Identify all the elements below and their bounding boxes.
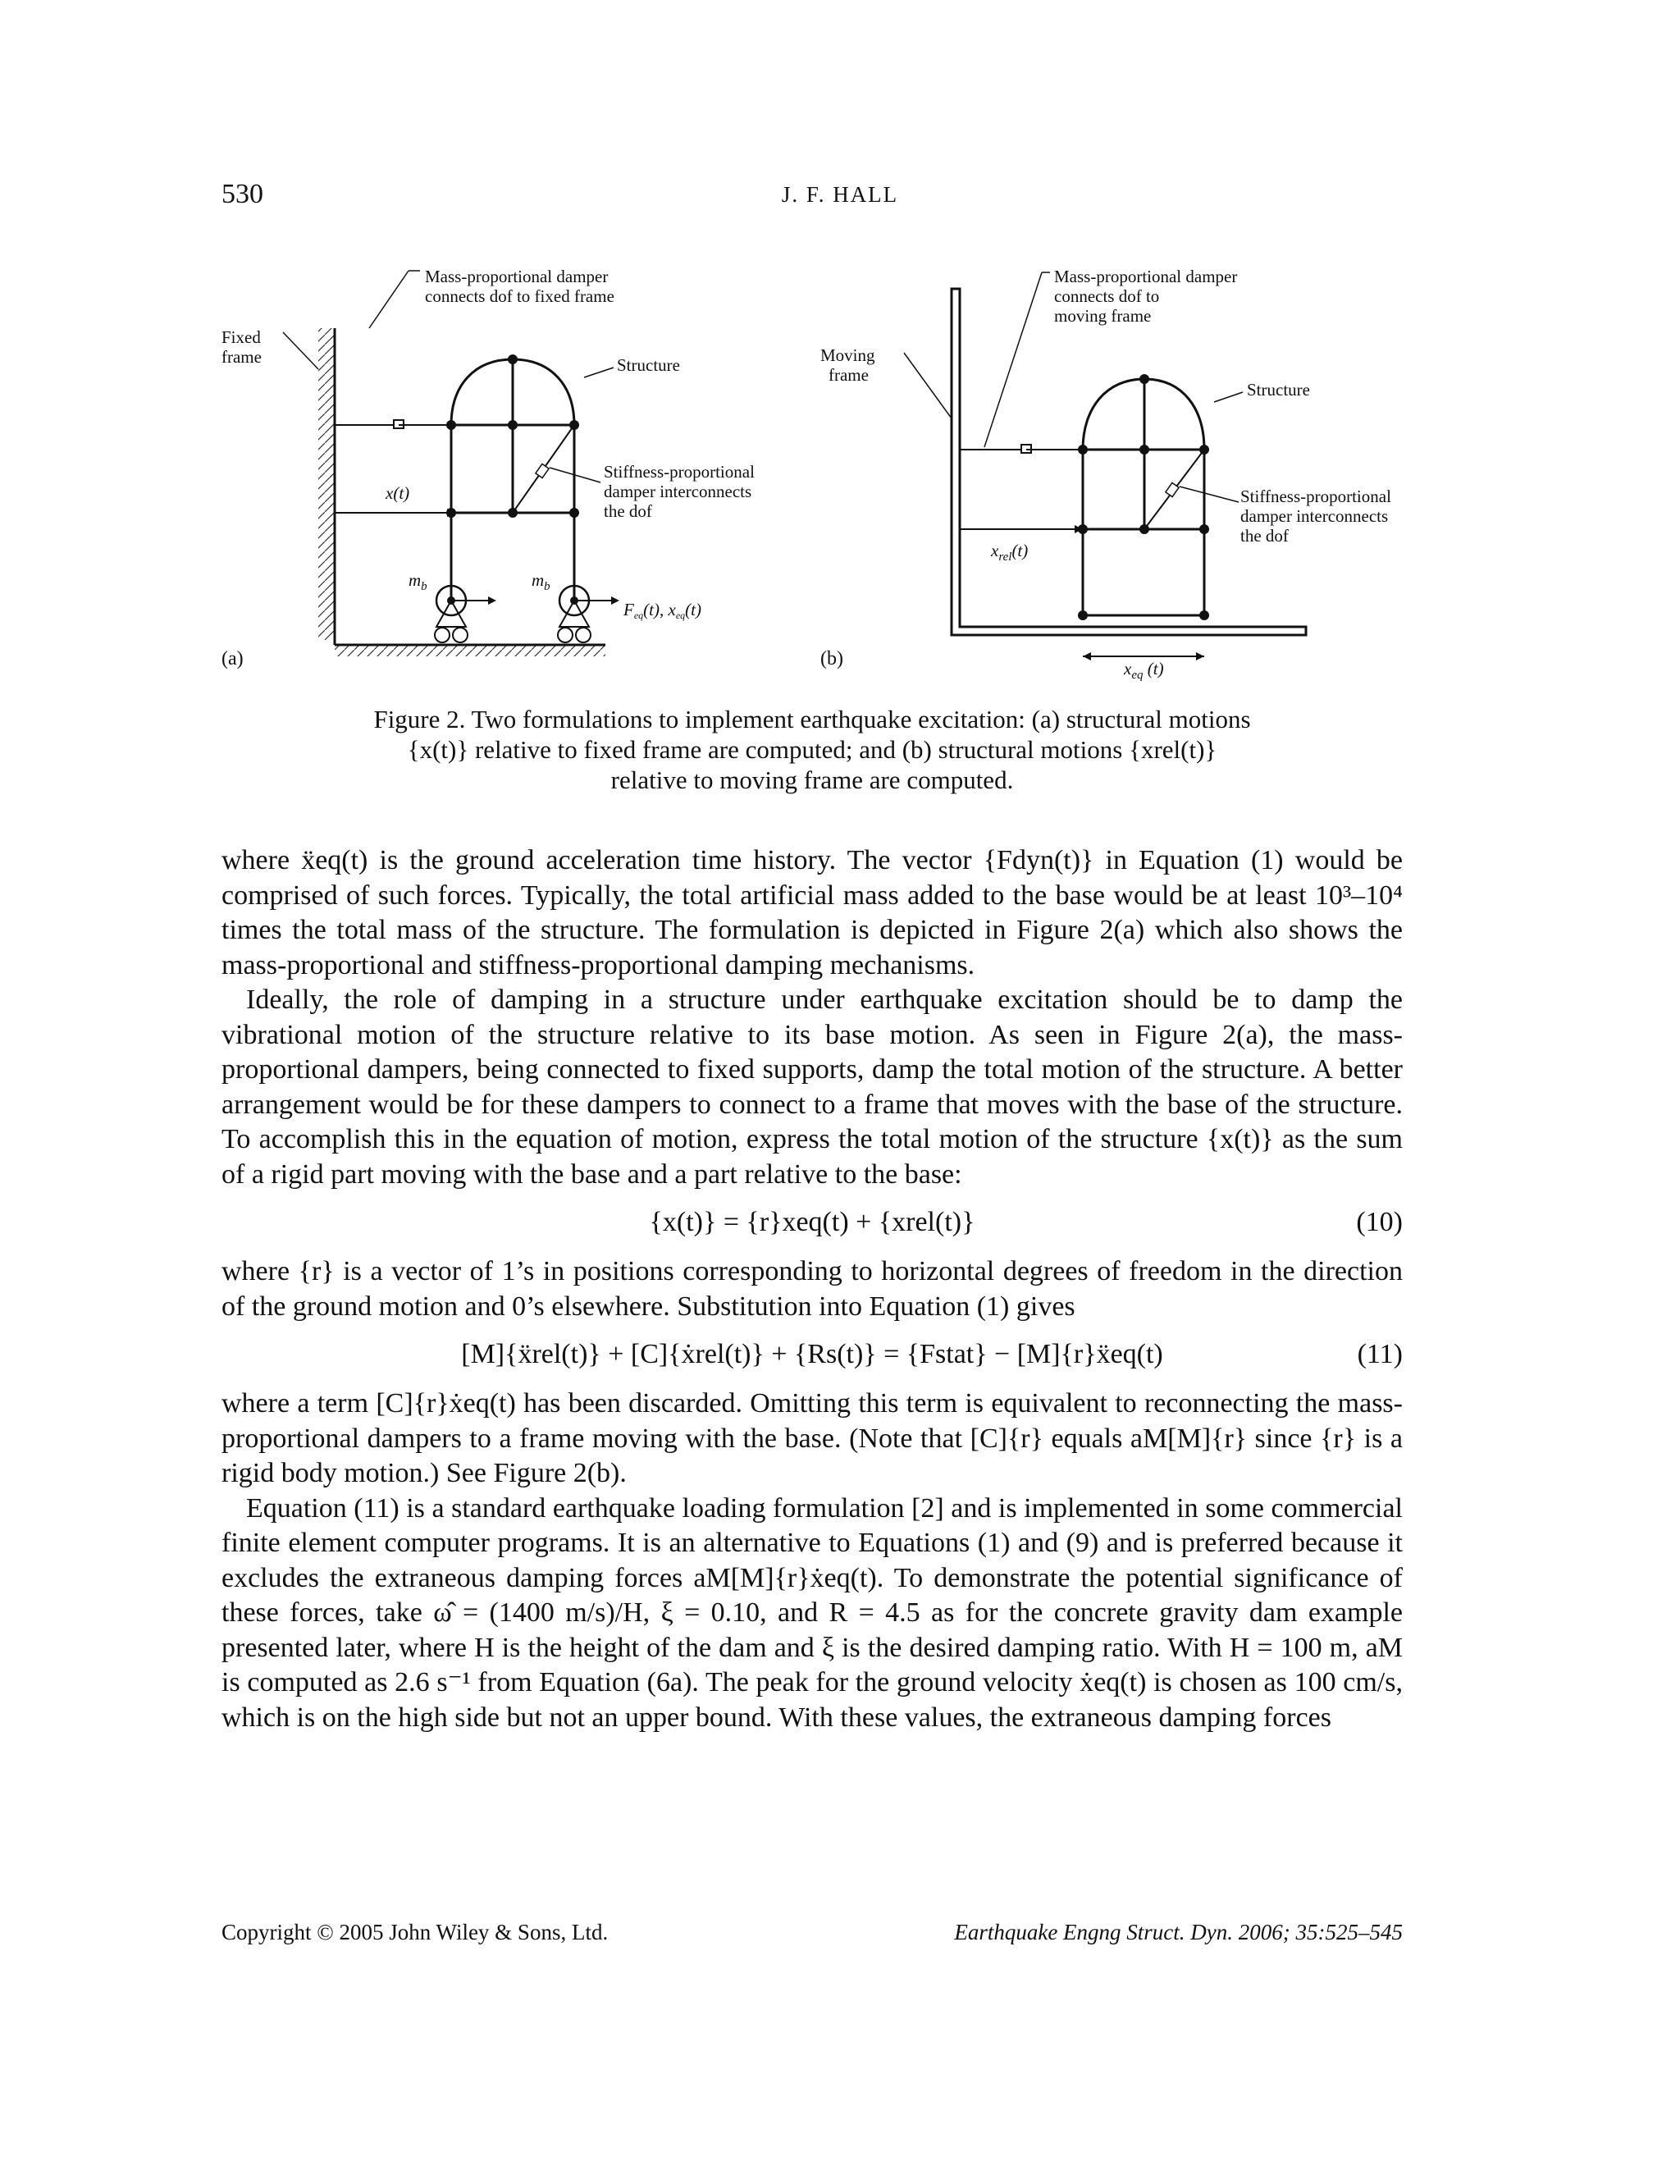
equation-10-number: (10): [1356, 1207, 1403, 1237]
x-t-label: x(t): [386, 483, 410, 503]
svg-text:Structure: [617, 355, 680, 375]
figure-2: [197, 246, 1444, 706]
structure-label-b: Structure: [1247, 380, 1310, 400]
svg-text:frame: [221, 347, 262, 367]
svg-text:(a): [221, 648, 244, 669]
svg-text:mb: $m_b$: [409, 570, 427, 593]
panel-a: [221, 267, 755, 669]
panel-a-label: (a): [221, 648, 244, 669]
xrel-label: x: [991, 541, 999, 560]
svg-text:connects dof to: [1054, 286, 1159, 306]
svg-text:xrel(t): $x_{rel}(t)$: [991, 541, 1029, 564]
mass-damper-label-a-2: connects dof to fixed frame: [425, 286, 614, 306]
mass-damper-label-b-1: Mass-proportional damper: [1054, 267, 1238, 286]
stiffness-damper-label-a-3: the dof: [604, 501, 652, 521]
svg-text:xeq (t): $x_{eq}$ (t): [1124, 659, 1164, 682]
svg-text:Feq(t), xeq(t): Feq(t), xeq(t): [623, 600, 701, 621]
fixed-frame-label-1: Fixed: [221, 327, 261, 347]
running-head: J. F. HALL: [781, 182, 899, 207]
caption-line-1: Figure 2. Two formulations to implement earthquake excitation: (a) structural motions: [373, 705, 1251, 733]
panel-b: [820, 267, 1391, 682]
body-text: [221, 843, 1403, 1735]
ground-hatch: [335, 645, 605, 656]
mass-damper-label-a-1: Mass-proportional damper: [425, 267, 609, 286]
svg-text:damper interconnects: [1240, 506, 1388, 526]
equation-10: [221, 1205, 1403, 1240]
footer-citation: Earthquake Engng Struct. Dyn. 2006; 35:525–545: [954, 1920, 1403, 1944]
equation-11: [221, 1337, 1403, 1372]
svg-text:(b): [820, 648, 843, 669]
svg-text:Mass-proportional damper: [425, 267, 608, 286]
paragraph-1: where ẍeq(t) is the ground acceleration time history. The vector {Fdyn(t)} in Equation (1) would be comprised of such forces. Typically, the total artificial mass added to the base would be at least 10³–10⁴ times the total mass of the structure. The formulation is depicted in Figure 2(a) which also shows the mass-proportional and stiffness-proportional damping mechanisms.: [221, 845, 1403, 980]
svg-text:Fixed: [221, 327, 261, 347]
figure-caption: [221, 704, 1403, 795]
fixed-frame-label-2: frame: [221, 347, 262, 367]
mass-damper-label-b-2: connects dof to: [1054, 286, 1160, 306]
moving-frame: [952, 289, 1306, 635]
equation-11-number: (11): [1357, 1339, 1403, 1369]
svg-text:the dof: [1240, 526, 1289, 546]
svg-text:Stiffness-proportional: [604, 462, 755, 482]
stiffness-damper-label-b-1: Stiffness-proportional: [1240, 487, 1391, 506]
svg-text:Stiffness-proportional: [1240, 487, 1391, 506]
structure-label-a: Structure: [617, 355, 680, 375]
equation-11-body: [M]{ẍrel(t)} + [C]{ẋrel(t)} + {Rs(t)} = {Fstat} − [M]{r}ẍeq(t): [461, 1339, 1163, 1369]
mb-label-left: m: [409, 570, 422, 590]
footer-copyright: Copyright © 2005 John Wiley & Sons, Ltd.: [221, 1920, 609, 1944]
force-label: F: [623, 600, 634, 619]
stiffness-damper-label-b-3: the dof: [1240, 526, 1289, 546]
caption-line-3: relative to moving frame are computed.: [610, 765, 1014, 794]
xeq-label: x: [1124, 659, 1132, 679]
svg-text:Mass-proportional damper: [1054, 267, 1237, 286]
svg-text:mb: $m_b$: [532, 570, 550, 593]
caption-line-2: {x(t)} relative to fixed frame are computed; and (b) structural motions {xrel(t)}: [407, 735, 1217, 764]
svg-text:Structure: [1247, 380, 1310, 400]
svg-text:x(t): [385, 483, 409, 503]
stiffness-damper-label-b-2: damper interconnects: [1240, 506, 1389, 526]
stiffness-damper-label-a-1: Stiffness-proportional: [604, 462, 755, 482]
figure-2-drawing: [197, 246, 1444, 706]
svg-text:damper interconnects: [604, 482, 751, 501]
svg-text:moving frame: [1054, 306, 1151, 326]
paragraph-3: where {r} is a vector of 1’s in positions corresponding to horizontal degrees of freedom in the direction of the ground motion and 0’s elsewhere. Substitution into Equation (1) gives: [221, 1256, 1403, 1322]
paragraph-2: Ideally, the role of damping in a structure under earthquake excitation should be to damp the vibrational motion of the structure relative to its base motion. As seen in Figure 2(a), the mass-proportional dampers, being connected to fixed supports, damp the total motion of the structure. A better arrangement would be for these dampers to connect to a frame that moves with the base of the structure. To accomplish this in the equation of motion, express the total motion of the structure {x(t)} as the sum of a rigid part moving with the base and a part relative to the base:: [221, 985, 1403, 1190]
stiffness-damper-label-a-2: damper interconnects: [604, 482, 752, 501]
mb-label-right: m: [532, 570, 545, 590]
equation-10-body: {x(t)} = {r}xeq(t) + {xrel(t)}: [649, 1207, 975, 1237]
mass-damper-label-b-3: moving frame: [1054, 306, 1152, 326]
panel-b-label: (b): [820, 648, 843, 669]
paragraph-4: where a term [C]{r}ẋeq(t) has been discarded. Omitting this term is equivalent to reconnecting the mass-proportional dampers to a frame moving with the base. (Note that [C]{r} equals aM[M]{r} since {r} is a rigid body motion.) See Figure 2(b).: [221, 1388, 1403, 1488]
moving-frame-label-1: Moving: [820, 345, 875, 365]
svg-text:Moving: [820, 345, 875, 365]
fixed-frame-hatch: [318, 328, 335, 640]
page-number: 530: [221, 179, 263, 209]
svg-text:frame: [829, 365, 869, 385]
svg-text:the dof: [604, 501, 652, 521]
moving-frame-label-2: frame: [829, 365, 869, 385]
svg-text:connects dof to fixed frame: [425, 286, 614, 306]
paragraph-5: Equation (11) is a standard earthquake loading formulation [2] and is implemented in some commercial finite element computer programs. It is an alternative to Equations (1) and (9) and is preferred because it excludes the extraneous damping forces aM[M]{r}ẋeq(t). To demonstrate the potential significance of these forces, take ω̂ = (1400 m/s)/H, ξ = 0.10, and R = 4.5 as for the concrete gravity dam example presented later, where H is the height of the dam and ξ is the desired damping ratio. With H = 100 m, aM is computed as 2.6 s⁻¹ from Equation (6a). The peak for the ground velocity ẋeq(t) is chosen as 100 cm/s, which is on the high side but not an upper bound. With these values, the extraneous damping forces: [221, 1492, 1403, 1733]
